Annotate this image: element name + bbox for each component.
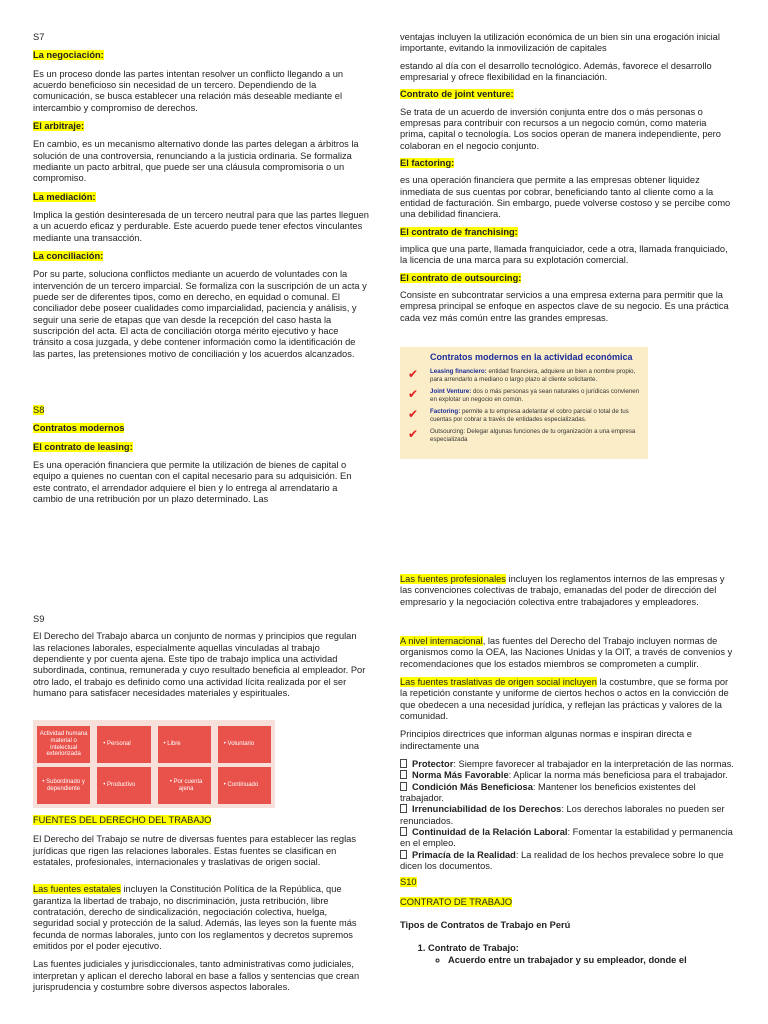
list-item: ◦ Acuerdo entre un trabajador y su empleador, donde el xyxy=(448,955,734,966)
checkbox-glyph-icon xyxy=(400,804,407,813)
heading-negociacion: La negociación: xyxy=(33,50,104,61)
check-icon: ✔ xyxy=(408,366,419,381)
text-principios-intro: Principios directrices que informan algunas normas e inspiran directa e indirectamente una xyxy=(400,729,692,751)
infographic-item: ✔ Joint Venture: dos o más personas ya sean naturales o jurídicas convienen en explotar un negocio en común. xyxy=(408,386,640,403)
list-item: Protector: Siempre favorecer al trabajador en la interpretación de las normas. xyxy=(400,759,734,770)
heading-factoring: El factoring: xyxy=(400,157,455,168)
checkbox-glyph-icon xyxy=(400,827,407,836)
section-label-s8: S8 xyxy=(33,405,45,415)
heading-outsourcing: El contrato de outsourcing: xyxy=(400,272,522,283)
text-nivel-internacional: A nivel internacional, las fuentes del Derecho del Trabajo incluyen normas de organismos como la OEA, las Naciones Unidas y la OIT, a través de convenios y recomendaciones que los estados miembros se comprometen a cumplir. xyxy=(400,635,733,669)
right-column xyxy=(400,32,734,330)
heading-contratos-modernos: Contratos modernos xyxy=(33,423,125,434)
left-s8-block xyxy=(33,405,369,512)
diagram-cell: • Voluntario xyxy=(218,726,271,763)
text-fuentes: El Derecho del Trabajo se nutre de diversas fuentes para establecer las reglas jurídicas que rigen las relaciones laborales. Estas fuentes se clasifican en estatales, profesionales, internacionales y traslativas de origen social. xyxy=(33,834,356,867)
text-arbitraje: En cambio, es un mecanismo alternativo donde las partes delegan a árbitros la solución de una controversia, renunciando a la justicia ordinaria. Se formaliza mediante un pacto arbitral, que puede ser una cláusula compromisoria o un compromiso. xyxy=(33,139,359,184)
section-label-s10: S10 xyxy=(400,877,417,888)
list-item: Condición Más Beneficiosa: Mantener los beneficios existentes del trabajador. xyxy=(400,781,696,803)
text-joint-venture: Se trata de un acuerdo de inversión conjunta entre dos o más personas o empresas para contribuir con recursos a un negocio común, como materia prima, capital o tecnología. Los socios operan de manera independiente, pero colaboran en el negocio conjunto. xyxy=(400,106,721,151)
contract-types-list xyxy=(400,943,734,966)
text-outsourcing: Consiste en subcontratar servicios a una empresa externa para permitir que la empresa principal se enfoque en aspectos clave de su negocio. Es una práctica cada vez más común entre las grandes empresas. xyxy=(400,289,729,323)
checkbox-glyph-icon xyxy=(400,782,407,791)
list-item: Norma Más Favorable: Aplicar la norma más beneficiosa para el trabajador. xyxy=(400,770,734,781)
text-fuentes-estatales: Las fuentes estatales incluyen la Constitución Política de la República, que garantiza la libertad de trabajo, no discriminación, justa retribución, libre contratación, derecho de sindicalización, negociación colectiva, huelga, seguridad social y protección de la salud. Además, las leyes son la fuente más fecunda de normas laborales, junto con los reglamentos y decretos supremos emitidos por el poder ejecutivo. xyxy=(33,884,357,951)
list-item: Primacía de la Realidad: La realidad de los hechos prevalece sobre lo que dicen los documentos. xyxy=(400,849,724,871)
list-item: Continuidad de la Relación Laboral: Fomentar la estabilidad y permanencia en el empleo. xyxy=(400,826,733,849)
diagram-cell: • Productivo xyxy=(97,767,150,804)
infographic-item: ✔ Factoring: permite a tu empresa adelantar el cobro parcial o total de tus cuentas por cobrar a través de entidades especializadas. xyxy=(408,406,629,423)
text-derecho-trabajo: El Derecho del Trabajo abarca un conjunto de normas y principios que regulan las relaciones laborales, especialmente aquellas vinculadas al trabajo dependiente y por cuenta ajena. Este tipo de trabajo implica una actividad subordinada, continua, remunerada y cuyo resultado beneficia al empleador. Por otro lado, el trabajo es definido como una actividad lícita realizada por el ser humano para satisfacer necesidades materiales y espirituales. xyxy=(33,631,366,698)
text-fuentes-traslativas: Las fuentes traslativas de origen social incluyen la costumbre, que se forma por la repetición constante y uniforme de ciertos hechos o actos en la convicción de que obedecen a una necesidad jurídica, y reflejan las prácticas y valores de la comunidad. xyxy=(400,676,729,721)
heading-arbitraje: El arbitraje: xyxy=(33,120,85,131)
checkbox-glyph-icon xyxy=(400,850,407,859)
heading-fuentes: FUENTES DEL DERECHO DEL TRABAJO xyxy=(33,815,212,825)
diagram-cell: • Continuado xyxy=(218,767,271,804)
text-leasing: Es una operación financiera que permite la utilización de bienes de capital o equipo a quienes no cuentan con el capital necesario para su adquisición. En este contrato, el arrendador adquiere el bien y lo entrega al arrendatario a cambio de una retribución por un plazo determinado. Las xyxy=(33,459,352,504)
text-fuentes-profesionales: Las fuentes profesionales incluyen los reglamentos internos de las empresas y las convenciones colectivas de trabajo, emanadas del poder de dirección del empresario y la negociación colectiva entre trabajadores y empleadores. xyxy=(400,574,725,607)
text-conciliacion: Por su parte, soluciona conflictos mediante un acuerdo de voluntades con la intervención de un tercero imparcial. Se formaliza con la suscripción de un acta y puede ser de diferentes tipos, como en derecho, en equidad o comunal. El conciliador debe poseer cualidades como imparcialidad, paciencia y análisis, y seguir una serie de etapas que van desde la recepción del caso hasta la suscripción del acta. El acta de conciliación otorga mérito ejecutivo y hace tránsito a cosa juzgada, y debe contener información como la identificación de las partes, las pretensiones motivo de conciliación y los acuerdos alcanzados. xyxy=(33,269,367,359)
diagram-cell: Actividad humana material o intelectual exteriorizada xyxy=(37,726,90,763)
check-icon: ✔ xyxy=(408,406,419,421)
text-leasing-cont2: estando al día con el desarrollo tecnológico. Además, favorece el desarrollo empresarial y ofrece flexibilidad en la financiación. xyxy=(400,60,712,82)
heading-contrato-trabajo: CONTRATO DE TRABAJO xyxy=(400,896,513,907)
diagram-cell: • Subordinado y dependiente xyxy=(37,767,90,804)
list-item: 1. Contrato de Trabajo: ◦ Acuerdo entre un trabajador y su empleador, donde el xyxy=(428,943,734,966)
list-item: Irrenunciabilidad de los Derechos: Los derechos laborales no pueden ser renunciados. xyxy=(400,804,725,826)
text-franchising: implica que una parte, llamada franquiciador, cede a otra, llamada franquiciado, la licencia de una marca para su explotación comercial. xyxy=(400,243,728,266)
heading-franchising: El contrato de franchising: xyxy=(400,226,518,237)
text-leasing-cont: ventajas incluyen la utilización económica de un bien sin una erogación inicial importante, evitando la inmovilización de capitales xyxy=(400,32,720,54)
text-mediacion: Implica la gestión desinteresada de un tercero neutral para que las partes lleguen a un acuerdo eficaz y perdurable. Este acuerdo puede tener efectos vinculantes mediante una transacción. xyxy=(33,209,369,243)
left-column xyxy=(33,32,369,367)
left-s9-block xyxy=(33,614,369,706)
diagram-cell: • Por cuenta ajena xyxy=(158,767,211,804)
principles-list xyxy=(400,759,734,872)
heading-mediacion: La mediación: xyxy=(33,191,96,202)
diagram-cell: • Personal xyxy=(97,726,150,763)
contracts-infographic xyxy=(400,347,648,459)
checkbox-glyph-icon xyxy=(400,770,407,779)
heading-leasing: El contrato de leasing: xyxy=(33,441,133,452)
text-negociacion: Es un proceso donde las partes intentan resolver un conflicto llegando a un acuerdo beneficioso sin necesidad de un tercero. Dependiendo de la comunicación, se busca establecer una relación más deseable mediante el intercambio y compromiso de derechos. xyxy=(33,68,344,113)
checkbox-glyph-icon xyxy=(400,759,407,768)
labor-characteristics-diagram xyxy=(33,720,275,808)
infographic-item: ✔ Outsourcing: Delegar algunas funciones de tu organización a una empresa especializada xyxy=(408,426,636,443)
left-fuentes-block xyxy=(33,815,369,1000)
section-label-s7: S7 xyxy=(33,32,45,42)
right-fuentes-block xyxy=(400,574,734,966)
text-factoring: es una operación financiera que permite a las empresas obtener liquidez inmediata de sus cuentas por cobrar, beneficiando tanto al cliente como a la entidad de facturación. Sin embargo, puede volverse costoso y se percibe como una debilidad financiera. xyxy=(400,175,731,220)
section-label-s9: S9 xyxy=(33,614,45,624)
infographic-title: Contratos modernos en la actividad económica xyxy=(430,352,633,362)
infographic-item: ✔ Leasing financiero: entidad financiera, adquiere un bien a nombre propio, para arrendarlo a mediano o largo plazo al cliente solicitante. xyxy=(408,366,636,383)
check-icon: ✔ xyxy=(408,386,419,401)
heading-joint-venture: Contrato de joint venture: xyxy=(400,89,514,100)
check-icon: ✔ xyxy=(408,426,419,441)
heading-tipos-contratos: Tipos de Contratos de Trabajo en Perú xyxy=(400,919,571,930)
heading-conciliacion: La conciliación: xyxy=(33,250,104,261)
text-fuentes-judiciales: Las fuentes judiciales y jurisdiccionales, tanto administrativas como judiciales, interpretan y aplican el derecho laboral en base a fallos y sentencias que crean jurisprudencia y costumbre sobre diversos aspectos laborales. xyxy=(33,959,360,992)
diagram-cell: • Libre xyxy=(158,726,211,763)
